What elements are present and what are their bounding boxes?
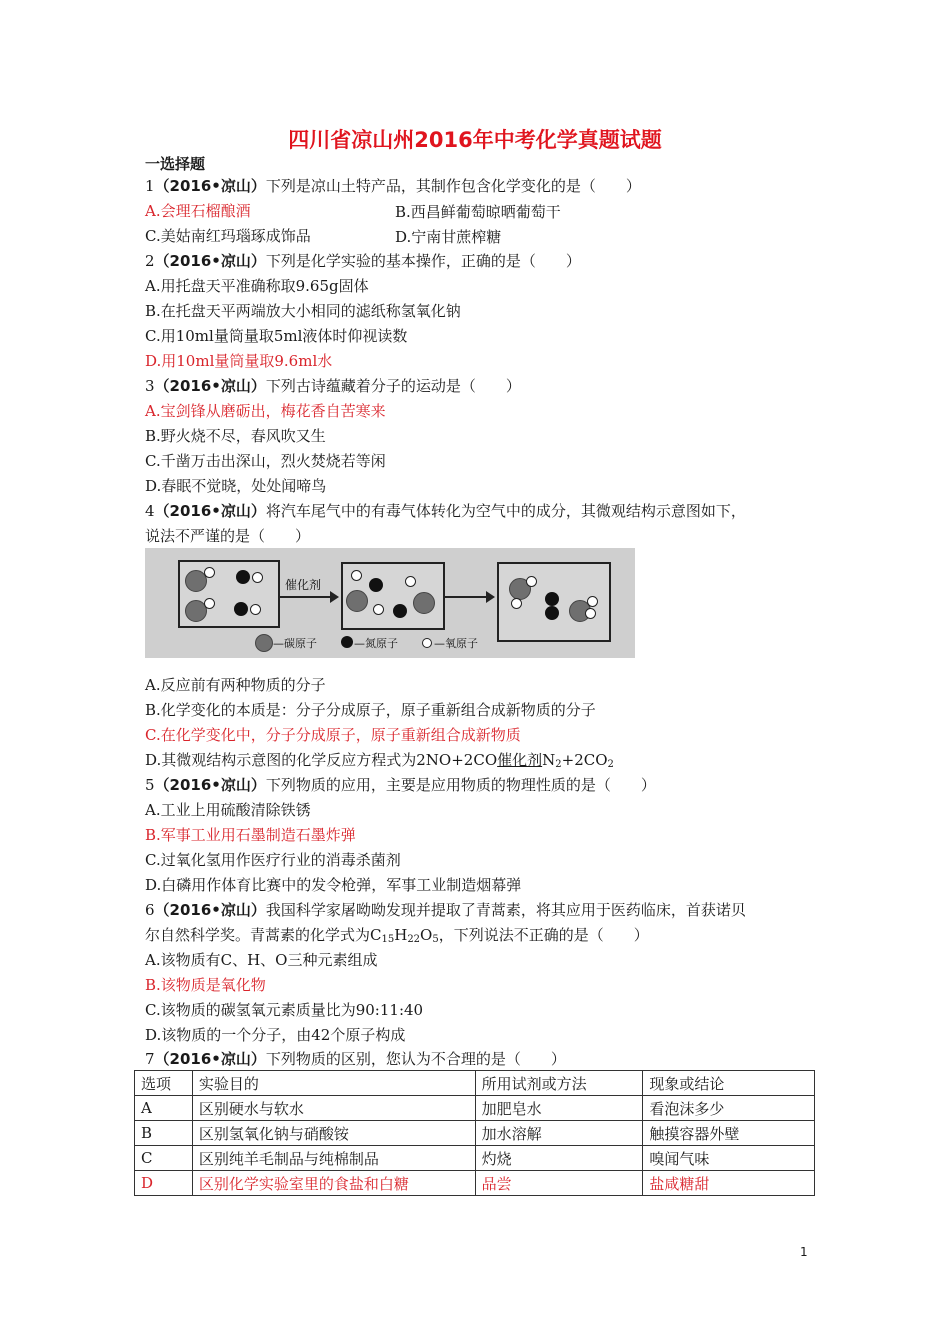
q5-option-b: B.军事工业用石墨制造石墨炸弹 — [145, 826, 356, 844]
table-header-row — [135, 1071, 815, 1096]
table-cell: 区别化学实验室里的食盐和白糖 — [192, 1171, 475, 1196]
oxygen-atom-icon — [373, 604, 384, 615]
page-number: 1 — [800, 1245, 808, 1259]
oxygen-atom-icon — [405, 576, 416, 587]
table-cell: 灼烧 — [475, 1146, 643, 1171]
table-row-answer — [135, 1171, 815, 1196]
carbon-atom-icon — [413, 592, 435, 614]
q4-option-d: D.其微观结构示意图的化学反应方程式为2NO+2CO催化剂$N_2+2CO_2$ — [145, 751, 614, 770]
question-5-stem: 5（2016•凉山）下列物质的应用，主要是应用物质的物理性质的是（ ） — [145, 776, 656, 794]
question-7-stem: 7（2016•凉山）下列物质的区别，您认为不合理的是（ ） — [145, 1050, 566, 1068]
table-header-cell: 所用试剂或方法 — [475, 1071, 643, 1096]
oxygen-atom-icon — [511, 598, 522, 609]
table-cell: 加水溶解 — [475, 1121, 643, 1146]
legend-oxygen: —氧原子 — [434, 637, 478, 650]
page-title: 四川省凉山州2016年中考化学真题试题 — [288, 128, 662, 152]
oxygen-atom-icon — [526, 576, 537, 587]
question-6-stem-line2: 尔自然科学奖。青蒿素的化学式为$C_{15}H_{22}O_5$，下列说法不正确的是（ ） — [145, 926, 649, 945]
q6-option-b: B.该物质是氧化物 — [145, 976, 266, 994]
table-cell: 触摸容器外壁 — [643, 1121, 815, 1146]
q2-option-b: B.在托盘天平两端放大小相同的滤纸称氢氧化钠 — [145, 302, 461, 320]
nitrogen-atom-icon — [341, 636, 353, 648]
q5-option-d: D.白磷用作体育比赛中的发令枪弹，军事工业制造烟幕弹 — [145, 876, 522, 894]
table-cell: 区别硬水与软水 — [192, 1096, 475, 1121]
legend-nitrogen: —氮原子 — [354, 637, 398, 650]
table-cell: 品尝 — [475, 1171, 643, 1196]
q5-option-a: A.工业上用硫酸清除铁锈 — [145, 801, 311, 819]
q1-option-d: D.宁南甘蔗榨糖 — [395, 228, 502, 246]
reaction-diagram — [145, 548, 635, 658]
arrow-icon — [279, 596, 337, 598]
question-6-stem: 6（2016•凉山）我国科学家屠呦呦发现并提取了青蒿素，将其应用于医药临床，首获诺贝 — [145, 901, 746, 919]
oxygen-atom-icon — [422, 638, 432, 648]
oxygen-atom-icon — [351, 570, 362, 581]
table-cell: 区别纯羊毛制品与纯棉制品 — [192, 1146, 475, 1171]
product-box — [497, 562, 611, 642]
q4-option-a: A.反应前有两种物质的分子 — [145, 676, 326, 694]
table-header-cell: 选项 — [135, 1071, 193, 1096]
nitrogen-atom-icon — [545, 606, 559, 620]
nitrogen-atom-icon — [545, 592, 559, 606]
table-cell: 区别氢氧化钠与硝酸铵 — [192, 1121, 475, 1146]
nitrogen-atom-icon — [234, 602, 248, 616]
section-heading: 一选择题 — [145, 155, 206, 173]
reactant-box — [178, 560, 280, 628]
q3-option-a: A.宝剑锋从磨砺出，梅花香自苦寒来 — [145, 402, 386, 420]
oxygen-atom-icon — [250, 604, 261, 615]
q3-option-d: D.春眠不觉晓，处处闻啼鸟 — [145, 477, 327, 495]
arrow-icon — [443, 596, 493, 598]
nitrogen-atom-icon — [393, 604, 407, 618]
nitrogen-atom-icon — [236, 570, 250, 584]
q3-option-b: B.野火烧不尽，春风吹又生 — [145, 427, 326, 445]
oxygen-atom-icon — [587, 596, 598, 607]
q2-option-a: A.用托盘天平准确称取9.65g固体 — [145, 277, 369, 295]
oxygen-atom-icon — [204, 598, 215, 609]
oxygen-atom-icon — [252, 572, 263, 583]
q4-option-c: C.在化学变化中，分子分成原子，原子重新组合成新物质 — [145, 726, 521, 744]
oxygen-atom-icon — [585, 608, 596, 619]
table-header-cell: 现象或结论 — [643, 1071, 815, 1096]
q6-option-a: A.该物质有C、H、O三种元素组成 — [145, 951, 378, 969]
q1-option-b: B.西昌鲜葡萄晾晒葡萄干 — [395, 203, 561, 221]
table-cell: 盐咸糖甜 — [643, 1171, 815, 1196]
q4-option-b: B.化学变化的本质是：分子分成原子，原子重新组合成新物质的分子 — [145, 701, 596, 719]
table-row — [135, 1146, 815, 1171]
table-cell: B — [135, 1121, 193, 1146]
table-cell: A — [135, 1096, 193, 1121]
question-4-stem-line2: 说法不严谨的是（ ） — [145, 527, 311, 545]
table-cell: 嗅闻气味 — [643, 1146, 815, 1171]
table-row — [135, 1096, 815, 1121]
q2-option-d: D.用10ml量筒量取9.6ml水 — [145, 352, 333, 370]
question-3-stem: 3（2016•凉山）下列古诗蕴藏着分子的运动是（ ） — [145, 377, 521, 395]
carbon-atom-icon — [255, 634, 273, 652]
nitrogen-atom-icon — [369, 578, 383, 592]
table-row — [135, 1121, 815, 1146]
catalyst-label: 催化剂 — [285, 578, 322, 592]
question-2-stem: 2（2016•凉山）下列是化学实验的基本操作，正确的是（ ） — [145, 252, 581, 270]
carbon-atom-icon — [346, 590, 368, 612]
table-cell: D — [135, 1171, 193, 1196]
comparison-table — [134, 1070, 815, 1196]
q2-option-c: C.用10ml量筒量取5ml液体时仰视读数 — [145, 327, 408, 345]
table-cell: 看泡沫多少 — [643, 1096, 815, 1121]
q3-option-c: C.千凿万击出深山，烈火焚烧若等闲 — [145, 452, 386, 470]
legend-carbon: —碳原子 — [273, 637, 317, 650]
table-cell: 加肥皂水 — [475, 1096, 643, 1121]
table-header-cell: 实验目的 — [192, 1071, 475, 1096]
q6-option-c: C.该物质的碳氢氧元素质量比为90:11:40 — [145, 1001, 424, 1019]
q1-option-a: A.会理石榴酿酒 — [145, 202, 251, 220]
q5-option-c: C.过氧化氢用作医疗行业的消毒杀菌剂 — [145, 851, 401, 869]
oxygen-atom-icon — [204, 567, 215, 578]
question-1-stem: 1（2016•凉山）下列是凉山土特产品，其制作包含化学变化的是（ ） — [145, 177, 641, 195]
intermediate-box — [341, 562, 445, 630]
q1-option-c: C.美姑南红玛瑙琢成饰品 — [145, 227, 311, 245]
table-cell: C — [135, 1146, 193, 1171]
question-4-stem: 4（2016•凉山）将汽车尾气中的有毒气体转化为空气中的成分，其微观结构示意图如下， — [145, 502, 746, 520]
q6-option-d: D.该物质的一个分子，由42个原子构成 — [145, 1026, 406, 1044]
